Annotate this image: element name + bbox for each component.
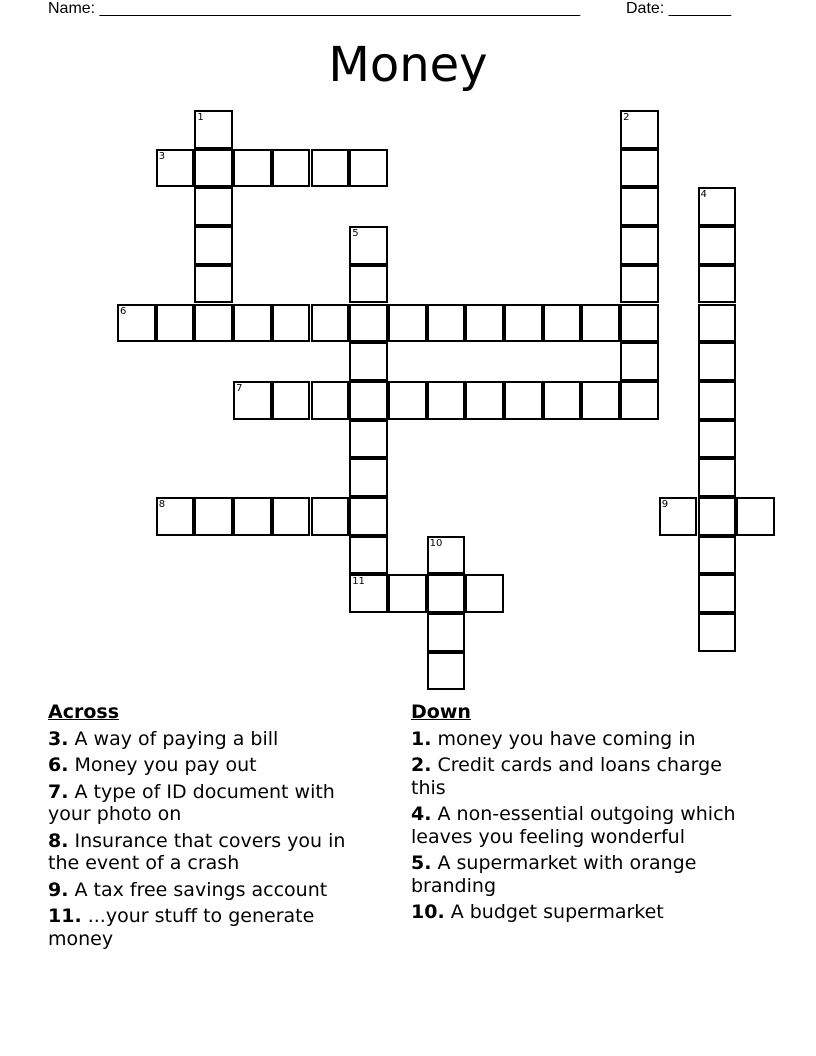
clue-text: A budget supermarket: [444, 901, 664, 923]
clue-number: 7.: [48, 780, 69, 803]
cell-number: 3: [158, 150, 166, 162]
grid-cell[interactable]: [349, 574, 388, 613]
grid-cell[interactable]: [156, 497, 195, 536]
cell-number: 9: [661, 499, 669, 510]
grid-cell[interactable]: [349, 265, 388, 304]
across-clues: [48, 701, 378, 954]
clue-number: 5.: [411, 852, 432, 874]
grid-cell[interactable]: [194, 149, 233, 188]
clue-number: 3.: [48, 727, 69, 750]
grid-cell[interactable]: [698, 497, 737, 536]
down-clue: [411, 901, 741, 924]
clue-text: A way of paying a bill: [68, 727, 279, 750]
down-clue-list: [411, 728, 741, 924]
grid-cell[interactable]: [156, 304, 195, 343]
grid-cell[interactable]: [620, 381, 659, 420]
grid-cell[interactable]: [388, 381, 427, 420]
grid-cell[interactable]: [581, 304, 620, 343]
grid-cell[interactable]: [427, 381, 466, 420]
cell-number: 5: [352, 228, 359, 240]
across-heading: Across: [48, 701, 120, 723]
grid-cell[interactable]: [233, 381, 272, 420]
grid-cell[interactable]: [620, 187, 659, 226]
grid-cell[interactable]: [465, 304, 504, 343]
clue-text: ...your stuff to generate money: [48, 905, 315, 950]
grid-cell[interactable]: [659, 497, 698, 536]
cell-number: 4: [700, 189, 707, 201]
grid-cell[interactable]: [272, 304, 311, 343]
grid-cell[interactable]: [349, 149, 388, 188]
clue-number: 11.: [48, 905, 82, 927]
down-clue: [411, 754, 741, 799]
grid-cell[interactable]: [349, 381, 388, 420]
grid-cell[interactable]: [194, 304, 233, 343]
grid-cell[interactable]: [194, 265, 233, 304]
clue-text: A type of ID document with your photo on: [48, 780, 335, 825]
grid-cell[interactable]: [504, 304, 543, 343]
clue-text: money you have coming in: [431, 727, 696, 750]
grid-cell[interactable]: [233, 497, 272, 536]
clue-text: Credit cards and loans charge this: [411, 754, 722, 799]
grid-cell[interactable]: [388, 304, 427, 343]
clue-number: 10.: [411, 901, 445, 923]
clue-text: Insurance that covers you in the event of a crash: [48, 829, 346, 874]
grid-cell[interactable]: [736, 497, 775, 536]
grid-cell[interactable]: [581, 381, 620, 420]
grid-cell[interactable]: [698, 574, 737, 613]
page-title: Money: [328, 37, 488, 93]
grid-cell[interactable]: [194, 226, 233, 265]
grid-cell[interactable]: [272, 497, 311, 536]
clue-text: A non-essential outgoing which leaves you feeling wonderful: [411, 803, 736, 848]
grid-cell[interactable]: [311, 381, 350, 420]
grid-cell[interactable]: [465, 574, 504, 613]
grid-cell[interactable]: [543, 304, 582, 343]
grid-cell[interactable]: [698, 265, 737, 304]
cell-number: 11: [352, 576, 365, 588]
grid-cell[interactable]: [233, 304, 272, 343]
clue-text: A tax free savings account: [68, 878, 328, 901]
grid-cell[interactable]: [311, 304, 350, 343]
clue-text: A supermarket with orange branding: [411, 852, 697, 897]
grid-cell[interactable]: [427, 652, 466, 691]
grid-cell[interactable]: [349, 458, 388, 497]
grid-cell[interactable]: [349, 497, 388, 536]
down-clue: [411, 852, 741, 897]
across-clue-list: [48, 728, 378, 951]
grid-cell[interactable]: [311, 497, 350, 536]
grid-cell[interactable]: [349, 226, 388, 265]
grid-cell[interactable]: [620, 304, 659, 343]
grid-cell[interactable]: [465, 381, 504, 420]
cell-number: 6: [120, 305, 127, 317]
grid-cell[interactable]: [349, 536, 388, 575]
cell-number: 2: [623, 112, 630, 123]
grid-cell[interactable]: [427, 304, 466, 343]
across-clue: [48, 905, 378, 950]
grid-cell[interactable]: [620, 149, 659, 188]
grid-cell[interactable]: [698, 304, 737, 343]
clue-number: 9.: [48, 878, 69, 901]
grid-cell[interactable]: [698, 420, 737, 459]
date-field-label: Date: _______: [626, 0, 731, 17]
across-clue: [48, 879, 378, 902]
across-clue: [48, 728, 378, 751]
grid-cell[interactable]: [156, 149, 195, 188]
clue-text: Money you pay out: [68, 754, 257, 776]
grid-cell[interactable]: [272, 149, 311, 188]
grid-cell[interactable]: [194, 497, 233, 536]
grid-cell[interactable]: [620, 110, 659, 149]
cell-number: 8: [158, 499, 166, 510]
grid-cell[interactable]: [698, 458, 737, 497]
grid-cell[interactable]: [233, 149, 272, 188]
grid-cell[interactable]: [349, 342, 388, 381]
grid-cell[interactable]: [349, 304, 388, 343]
grid-cell[interactable]: [543, 381, 582, 420]
across-clue: [48, 754, 378, 777]
cell-number: 7: [236, 382, 243, 394]
down-clues: [411, 701, 741, 928]
clue-number: 2.: [411, 754, 432, 776]
grid-cell[interactable]: [349, 420, 388, 459]
grid-cell[interactable]: [698, 536, 737, 575]
grid-cell[interactable]: [698, 187, 737, 226]
grid-cell[interactable]: [620, 226, 659, 265]
grid-cell[interactable]: [272, 381, 311, 420]
grid-cell[interactable]: [620, 265, 659, 304]
grid-cell[interactable]: [194, 187, 233, 226]
cell-number: 1: [197, 112, 204, 123]
grid-cell[interactable]: [427, 613, 466, 652]
grid-cell[interactable]: [427, 536, 466, 575]
grid-cell[interactable]: [427, 574, 466, 613]
down-heading: Down: [411, 701, 471, 723]
grid-cell[interactable]: [311, 149, 350, 188]
across-clue: [48, 830, 378, 875]
grid-cell[interactable]: [117, 304, 156, 343]
across-clue: [48, 781, 378, 826]
grid-cell[interactable]: [698, 381, 737, 420]
grid-cell[interactable]: [194, 110, 233, 149]
down-clue: [411, 728, 741, 751]
clue-number: 6.: [48, 754, 69, 776]
down-clue: [411, 803, 741, 848]
name-field-label: Name: ______________________________________________________: [48, 0, 581, 17]
clue-number: 1.: [411, 727, 432, 750]
clue-number: 4.: [411, 803, 432, 825]
grid-cell[interactable]: [388, 574, 427, 613]
grid-cell[interactable]: [698, 342, 737, 381]
clue-number: 8.: [48, 829, 69, 852]
grid-cell[interactable]: [698, 613, 737, 652]
grid-cell[interactable]: [504, 381, 543, 420]
grid-cell[interactable]: [620, 342, 659, 381]
cell-number: 10: [429, 537, 443, 549]
grid-cell[interactable]: [698, 226, 737, 265]
